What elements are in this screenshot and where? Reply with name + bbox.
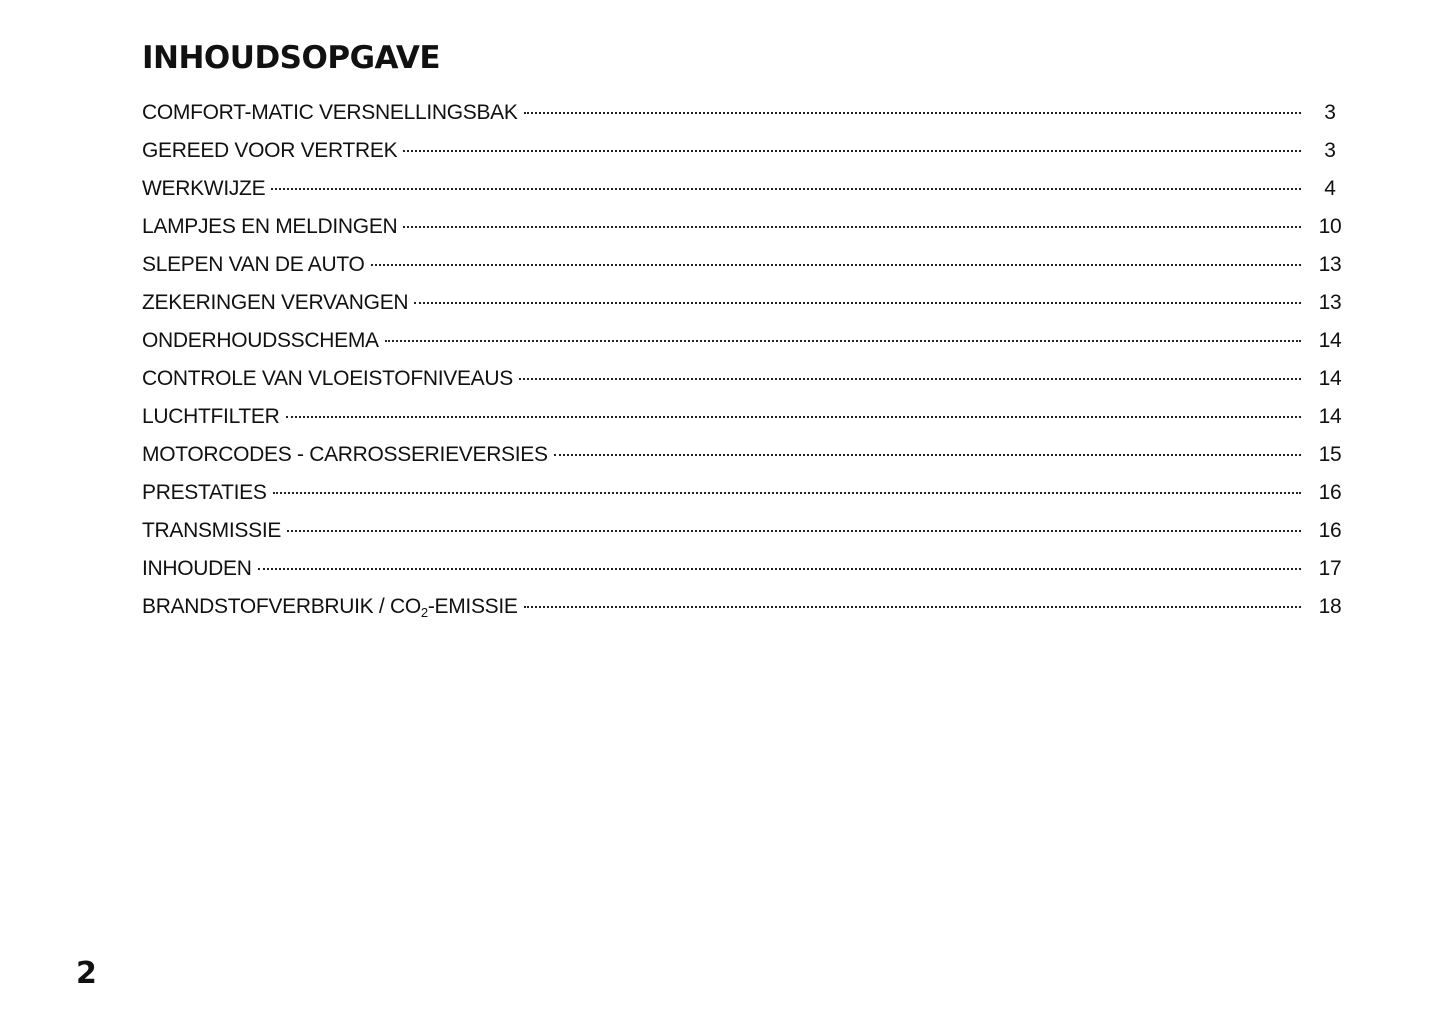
toc-entry-label: INHOUDEN xyxy=(142,557,252,580)
toc-entry-label: PRESTATIES xyxy=(142,481,267,504)
toc-entry[interactable] xyxy=(142,170,1347,208)
toc-entry-page: 13 xyxy=(1318,253,1342,276)
toc-entry-page: 16 xyxy=(1318,481,1342,504)
toc-entry-page: 3 xyxy=(1324,101,1336,124)
toc-entry[interactable] xyxy=(142,398,1347,436)
toc-entry[interactable] xyxy=(142,474,1347,512)
toc-entry[interactable] xyxy=(142,588,1347,626)
toc-entry-page: 14 xyxy=(1318,367,1342,390)
page-number: 2 xyxy=(76,956,97,991)
toc-entry-page: 18 xyxy=(1318,595,1342,618)
page-title: INHOUDSOPGAVE xyxy=(142,40,441,76)
toc-entry[interactable] xyxy=(142,208,1347,246)
dot-leader xyxy=(519,378,1301,380)
dot-leader xyxy=(271,188,1301,190)
toc-entry[interactable] xyxy=(142,512,1347,550)
toc-entry-label: ONDERHOUDSSCHEMA xyxy=(142,329,379,352)
toc-entry-label xyxy=(142,588,518,626)
toc-entry-page: 4 xyxy=(1324,177,1336,200)
toc-entry[interactable] xyxy=(142,436,1347,474)
dot-leader xyxy=(524,606,1301,608)
toc-entry-page: 15 xyxy=(1318,443,1342,466)
toc-entry-page: 17 xyxy=(1318,557,1342,580)
toc-entry-label: GEREED VOOR VERTREK xyxy=(142,139,398,162)
toc-entry-label-suffix: -EMISSIE xyxy=(427,595,518,618)
dot-leader xyxy=(258,568,1301,570)
subscript-2: 2 xyxy=(420,605,428,620)
toc-entry-label: LUCHTFILTER xyxy=(142,405,280,428)
toc-entry-page: 3 xyxy=(1324,139,1336,162)
toc-entry-label: ZEKERINGEN VERVANGEN xyxy=(142,291,409,314)
toc-entry-page: 14 xyxy=(1318,329,1342,352)
dot-leader xyxy=(286,416,1302,418)
toc-entry-page: 13 xyxy=(1318,291,1342,314)
toc-entry[interactable] xyxy=(142,284,1347,322)
dot-leader xyxy=(554,454,1301,456)
toc-entry-label: TRANSMISSIE xyxy=(142,519,282,542)
dot-leader xyxy=(287,530,1301,532)
dot-leader xyxy=(524,112,1301,114)
table-of-contents xyxy=(142,94,1347,626)
dot-leader xyxy=(403,226,1301,228)
dot-leader xyxy=(371,264,1301,266)
toc-entry-label: CONTROLE VAN VLOEISTOFNIVEAUS xyxy=(142,367,513,390)
toc-entry-label-text: BRANDSTOFVERBRUIK / CO xyxy=(142,595,421,618)
dot-leader xyxy=(385,340,1301,342)
toc-entry-label: WERKWIJZE xyxy=(142,177,266,200)
toc-entry-label: LAMPJES EN MELDINGEN xyxy=(142,215,398,238)
toc-entry[interactable] xyxy=(142,360,1347,398)
toc-entry-label: MOTORCODES - CARROSSERIEVERSIES xyxy=(142,443,548,466)
toc-entry[interactable] xyxy=(142,132,1347,170)
toc-entry[interactable] xyxy=(142,94,1347,132)
toc-entry-page: 14 xyxy=(1318,405,1342,428)
toc-entry-label: COMFORT-MATIC VERSNELLINGSBAK xyxy=(142,101,518,124)
toc-entry-page: 16 xyxy=(1318,519,1342,542)
toc-entry-page: 10 xyxy=(1318,215,1342,238)
toc-entry[interactable] xyxy=(142,322,1347,360)
toc-entry[interactable] xyxy=(142,550,1347,588)
toc-entry-label: SLEPEN VAN DE AUTO xyxy=(142,253,365,276)
dot-leader xyxy=(414,302,1301,304)
dot-leader xyxy=(403,150,1301,152)
toc-entry[interactable] xyxy=(142,246,1347,284)
dot-leader xyxy=(273,492,1301,494)
